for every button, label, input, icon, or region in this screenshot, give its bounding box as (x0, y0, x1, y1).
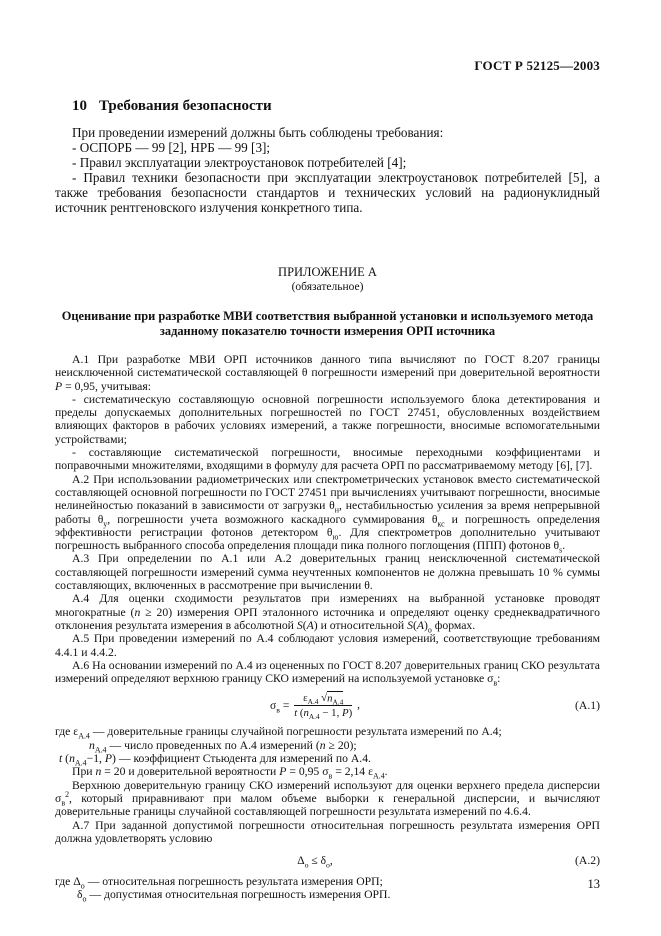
formula-a1-lhs: $\sigma_в$ = (270, 699, 293, 714)
where-a2-delta-cap: где $\Delta_о$ — относительная погрешность результата измерения ОРП; (55, 875, 383, 891)
formula-a1-number: (А.1) (575, 699, 600, 713)
annex-sublabel: (обязательное) (291, 281, 364, 293)
annex-title: Оценивание при разработке МВИ соответствия выбранной установки и используемого метода заданному показателю точности измерения ОРП источника (61, 309, 594, 338)
section-number: 10 (72, 98, 87, 114)
paragraph-a2: А.2 При использовании радиометрических или спектрометрических установок вместо систематической составляющей основной погрешности по ГОСТ 27451 при вычислениях учитывают погрешности, вносимые нелинейностью показаний в зависимости от загрузки $\theta_н$, нестабильностью усиления за время непрерывной работы $\theta_у$, погрешности учета возможного каскадного суммирования $\theta_{кс}$ и погрешность определения эффективности регистрации фотонов детектором $\theta_ю$. Для спектрометров дополнительно учитывают погрешность выбранного способа определения площади пика полного поглощения (ППП) фотонов $\theta_s$. (55, 472, 600, 555)
formula-a1-denominator: t ($n_{А.4} - 1$, P) (294, 707, 353, 722)
paragraph-a4: А.4 Для оценки сходимости результатов при измерениях на выбранной установке проводят многократные (n ≥ 20) измерения ОРП эталонного источника и определяют оценку среднеквадратичного отклонения результата измерения в абсолютной S(A) и относительной $S(A)_о$ формах. (55, 592, 600, 635)
paragraph-n20: При n = 20 и доверительной вероятности P = 0,95 $\sigma_в = 2,14$ $\varepsilon_{А.4}$. (72, 765, 388, 781)
formula-a2 (55, 854, 600, 867)
list-item-osporb: - ОСПОРБ — 99 [2], НРБ — 99 [3]; (72, 140, 271, 155)
page-number: 13 (587, 877, 600, 891)
paragraph-upper-bound: Верхнюю доверительную границу СКО измерений используют для оценки верхнего предела дисперсии $\sigma_в^2$, который приравнивают при малом объеме выборки к генеральной дисперсии, и вычисляют доверительные границы случайной составляющей погрешности результата измерений по 4.6.4. (55, 778, 600, 819)
section-10-heading (72, 98, 600, 115)
where-a1-epsilon: где $\varepsilon_{А.4}$ — доверительные границы случайной погрешности результата измерений по А.4; (55, 725, 502, 741)
paragraph-a1: А.1 При разработке МВИ ОРП источников данного типа вычисляют по ГОСТ 8.207 границы неисключенной систематической составляющей θ погрешности измерений при доверительной вероятности P = 0,95, учитывая: (55, 353, 600, 393)
paragraph-a1-item2: - составляющие систематической погрешности, вносимые переходными коэффициентами и поправочными множителями, входящими в формулу для расчета ОРП по рассматриваемому методу [6], [7]. (55, 446, 600, 473)
where-a1-n: $n_{А.4}$ — число проведенных по А.4 измерений (n ≥ 20); (89, 738, 357, 755)
formula-a1-fraction (294, 692, 353, 722)
section-title: Требования безопасности (99, 98, 272, 114)
paragraph-a3: А.3 При определении по А.1 или А.2 доверительных границ неисключенной систематической составляющей погрешности измерений сумма неучтенных компонентов не должна превышать 10 % суммы составляющих, включенных в рассмотрение при вычислении θ. (55, 552, 600, 593)
paragraph-a6: А.6 На основании измерений по А.4 из оцененных по ГОСТ 8.207 доверительных границ СКО результата измерений определяют верхнюю границу СКО измерений на используемой установке $\sigma_в$: (55, 658, 600, 688)
list-item-rules-safety: - Правил техники безопасности при эксплуатации электроустановок потребителей [5], а также требования безопасности стандартов и технических условий на радионуклидный источник рентгеновского излучения конкретного типа. (55, 170, 600, 215)
annex-label: ПРИЛОЖЕНИЕ А (278, 265, 377, 279)
where-a2-delta-small: $\delta_о$ — допустимая относительная погрешность измерения ОРП. (77, 888, 391, 904)
where-a1-t: t ($n_{А.4}-1$, P) — коэффициент Стьюдента для измерений по А.4. (59, 752, 371, 768)
list-item-rules-operation: - Правил эксплуатации электроустановок потребителей [4]; (72, 155, 407, 170)
formula-a1 (55, 692, 600, 722)
formula-a2-expression: $\Delta_о \le \delta_о$, (297, 854, 333, 869)
formula-a1-comma: , (354, 699, 360, 712)
paragraph-a7: А.7 При заданной допустимой погрешности относительная погрешность результата измерения ОРП должна удовлетворять условию (55, 818, 600, 845)
formula-a1-expression (55, 692, 575, 722)
paragraph-a5: А.5 При проведении измерений по А.4 соблюдают условия измерений, соответствующие требованиям 4.4.1 и 4.4.2. (55, 632, 600, 659)
section-10-intro: При проведении измерений должны быть соблюдены требования: (72, 125, 444, 140)
paragraph-a1-item1: - систематическую составляющую основной погрешности используемого блока детектирования и пределы допускаемых дополнительных погрешностей по ГОСТ 27451, обусловленных воздействием влияющих факторов в рабочих условиях измерений, а также погрешности, вносимые вспомогательными устройствами; (55, 392, 600, 446)
doc-code: ГОСТ Р 52125—2003 (474, 58, 600, 73)
formula-a2-number: (А.2) (575, 854, 600, 868)
formula-a1-numerator: $\varepsilon_{А.4}$ $√n_{А.4}$ (294, 692, 352, 706)
